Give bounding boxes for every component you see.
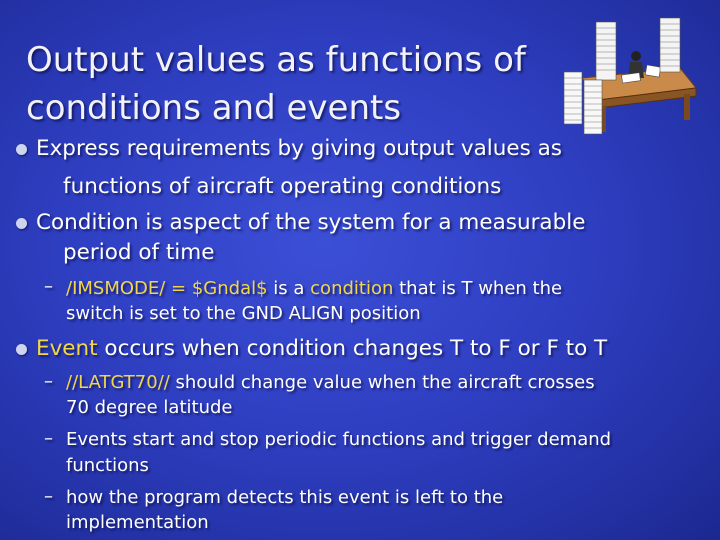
bullet-dot: [16, 344, 27, 355]
bullet-2-line-1: Condition is aspect of the system for a measurable: [36, 210, 586, 235]
condition-term: condition: [310, 278, 394, 299]
sub-text: should change value when the aircraft crosses: [169, 372, 595, 393]
sub-bullet-3-3-line-2: implementation: [66, 512, 209, 533]
title-line-2: conditions and events: [26, 88, 402, 128]
bullet-3-text: occurs when condition changes T to F or F to T: [97, 336, 608, 361]
sub-bullet-2-1-line-2: switch is set to the GND ALIGN position: [66, 303, 421, 324]
title-line-1: Output values as functions of: [26, 40, 526, 80]
bullet-1-line-1: Express requirements by giving output values as: [36, 136, 563, 161]
bullet-3-line-1: [36, 336, 607, 361]
event-expression: //LATGT70//: [66, 372, 170, 393]
sub-bullet-2-1-line-1: [66, 278, 562, 299]
sub-bullet-3-1-line-2: 70 degree latitude: [66, 397, 233, 418]
sub-bullet-3-2-line-1: Events start and stop periodic functions and trigger demand: [66, 429, 612, 450]
sub-text: is a: [267, 278, 311, 299]
slide-title: [26, 36, 566, 132]
dash-marker: –: [44, 371, 53, 392]
bullet-1-line-2: functions of aircraft operating conditions: [63, 174, 502, 199]
bullet-dot: [16, 144, 27, 155]
office-desk-with-paper-stacks-icon: [560, 16, 700, 138]
sub-bullet-3-1-line-1: [66, 372, 595, 393]
dash-marker: –: [44, 276, 53, 297]
event-term: Event: [36, 336, 98, 361]
condition-expression: /IMSMODE/ = $Gndal$: [66, 278, 268, 299]
sub-bullet-3-3-line-1: how the program detects this event is left to the: [66, 487, 504, 508]
bullet-2-line-2: period of time: [63, 240, 215, 265]
bullet-dot: [16, 218, 27, 229]
sub-text: that is T when the: [393, 278, 563, 299]
sub-bullet-3-2-line-2: functions: [66, 455, 149, 476]
dash-marker: –: [44, 486, 53, 507]
dash-marker: –: [44, 428, 53, 449]
